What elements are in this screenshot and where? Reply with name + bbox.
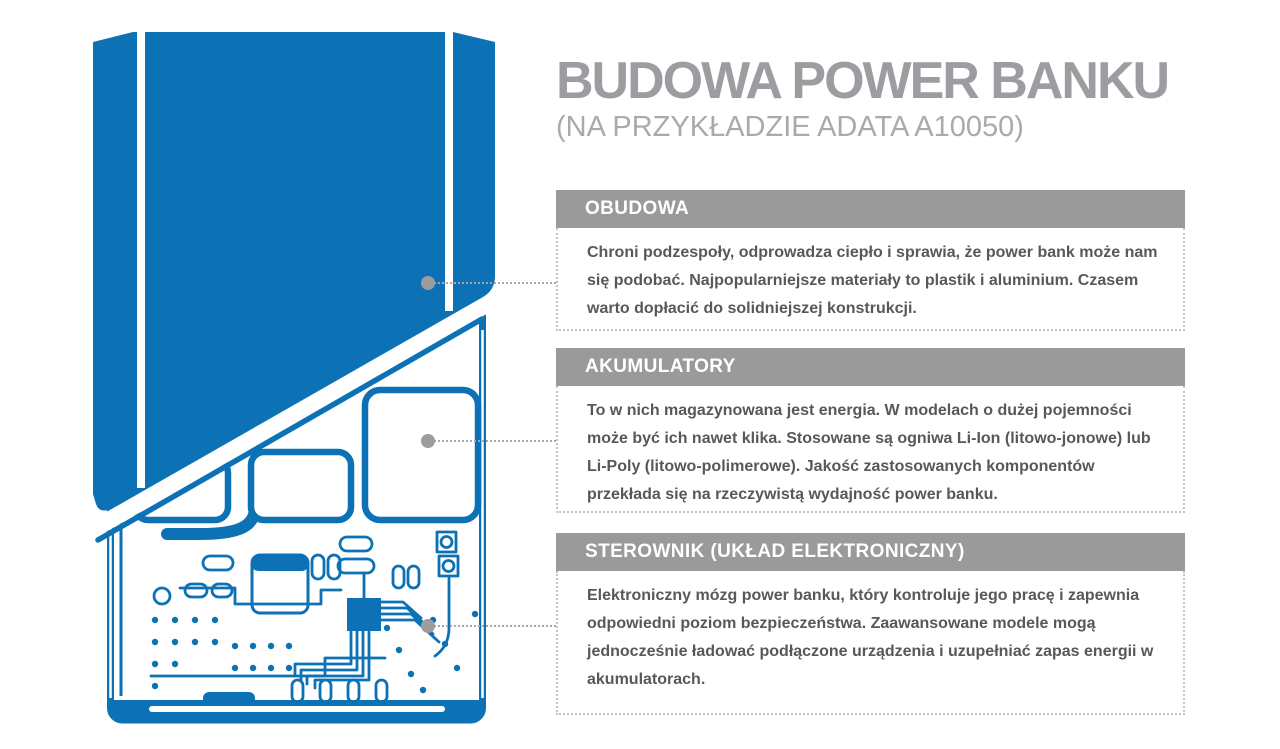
section-obudowa bbox=[556, 190, 1185, 331]
page-subtitle: (NA PRZYKŁADZIE ADATA A10050) bbox=[556, 111, 1024, 143]
callout-dot-sterownik bbox=[421, 619, 435, 633]
section-sterownik bbox=[556, 533, 1185, 715]
section-heading-sterownik: STEROWNIK (UKŁAD ELEKTRONICZNY) bbox=[556, 533, 1185, 571]
callout-line-sterownik bbox=[434, 625, 556, 627]
section-body-akumulatory: To w nich magazynowana jest energia. W modelach o dużej pojemności może być ich nawet klika. Stosowane są ogniwa Li-Ion (litowo-jonowe) lub Li-Poly (litowo-polimerowe). Jakość zastosowanych komponentów przekłada się na rzeczywistą wydajność power banku. bbox=[556, 386, 1185, 513]
callout-dot-obudowa bbox=[421, 276, 435, 290]
section-heading-akumulatory: AKUMULATORY bbox=[556, 348, 1185, 386]
battery-cell-middle bbox=[251, 452, 351, 520]
battery-cell-right bbox=[365, 390, 478, 520]
controller-chip bbox=[347, 598, 381, 631]
title-block bbox=[556, 54, 1196, 144]
section-heading-obudowa: OBUDOWA bbox=[556, 190, 1185, 228]
power-bank-illustration bbox=[85, 28, 505, 740]
callout-dot-akumulatory bbox=[421, 434, 435, 448]
section-body-obudowa: Chroni podzespoły, odprowadza ciepło i sprawia, że power bank może nam się podobać. Najpopularniejsze materiały to plastik i aluminium. Czasem warto dopłacić do solidniejszej konstrukcji. bbox=[556, 228, 1185, 331]
callout-line-akumulatory bbox=[434, 440, 556, 442]
section-body-sterownik: Elektroniczny mózg power banku, który kontroluje jego pracę i zapewnia odpowiedni poziom bezpieczeństwa. Zaawansowane modele mogą jednocześnie ładować podłączone urządzenia i uzupełniać zapas energii w akumulatorach. bbox=[556, 571, 1185, 715]
section-akumulatory bbox=[556, 348, 1185, 513]
callout-line-obudowa bbox=[434, 282, 556, 284]
page-title: BUDOWA POWER BANKU bbox=[556, 52, 1169, 110]
